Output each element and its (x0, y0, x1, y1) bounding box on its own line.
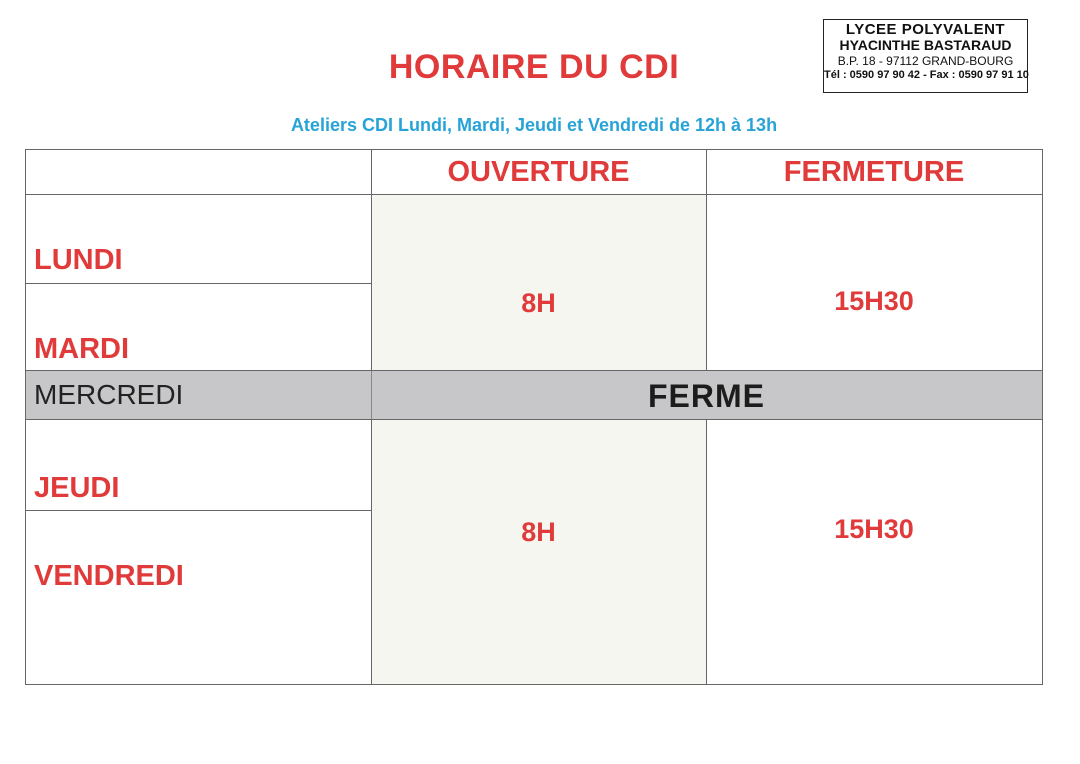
stamp-address: B.P. 18 - 97112 GRAND-BOURG (837, 54, 1014, 68)
header-closing: FERMETURE (783, 156, 965, 188)
closing-time-mon-tue: 15H30 (834, 286, 914, 316)
stamp-phone-fax: Tél : 0590 97 90 42 - Fax : 0590 97 91 10 (824, 69, 1029, 81)
day-wednesday: MERCREDI (34, 379, 184, 410)
opening-time-thu-fri: 8H (521, 517, 556, 547)
open-column-shade-bottom (371, 420, 706, 684)
page-subtitle: Ateliers CDI Lundi, Mardi, Jeudi et Vendredi de 12h à 13h (290, 115, 778, 135)
schedule-table (25, 149, 1043, 685)
stamp-school-name: HYACINTHE BASTARAUD (839, 37, 1012, 53)
day-tuesday: MARDI (34, 333, 130, 365)
header-opening: OUVERTURE (447, 156, 630, 188)
header-divider (26, 194, 1042, 195)
day-friday: VENDREDI (34, 560, 184, 592)
wednesday-closed-label: FERME (648, 378, 765, 414)
stamp-school-type: LYCEE POLYVALENT (845, 21, 1006, 38)
day-thursday: JEUDI (34, 472, 120, 504)
page-title: HORAIRE DU CDI (388, 48, 680, 86)
row-divider (26, 283, 371, 284)
open-column-shade-top (371, 195, 706, 370)
opening-time-mon-tue: 8H (521, 288, 556, 318)
day-monday: LUNDI (34, 244, 123, 276)
closing-time-thu-fri: 15H30 (834, 514, 914, 544)
wednesday-row (26, 370, 1042, 420)
row-divider (26, 510, 371, 511)
